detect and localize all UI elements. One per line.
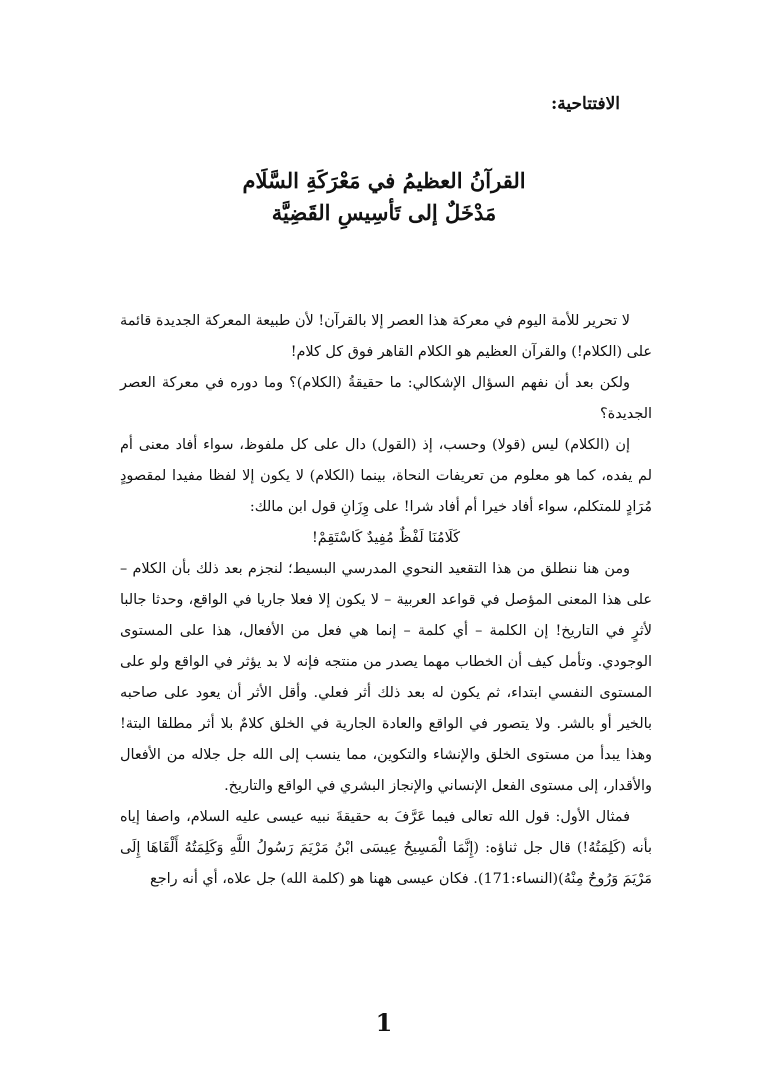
title-line-1: القرآنُ العظيمُ في مَعْرَكَةِ السَّلَام bbox=[242, 168, 526, 193]
title-line-2: مَدْخَلٌ إلى تَأسِيسِ القَضِيَّة bbox=[271, 200, 497, 225]
paragraph: إن (الكلام) ليس (قولا) وحسب، إذ (القول) دال على كل ملفوظ، سواء أفاد معنى أم لم يفده، كما هو معلوم من تعريفات النحاة، بينما (الكلام) لا يكون إلا لفظا مفيدا لمقصودٍ مُرَادٍ للمتكلم، سواء أفاد خيرا أم أفاد شرا! على وِزَانِ قول ابن مالك: bbox=[120, 437, 652, 515]
paragraph: ولكن بعد أن نفهم السؤال الإشكالي: ما حقيقةُ (الكلام)؟ وما دوره في معركة العصر الجديدة؟ bbox=[120, 375, 652, 422]
body-text bbox=[120, 306, 652, 895]
poetry-verse: كَلَامُنَا لَفْظٌ مُفِيدٌ كَاسْتَقِمْ! bbox=[311, 530, 461, 546]
page-number: 1 bbox=[375, 1008, 393, 1037]
paragraph: ومن هنا ننطلق من هذا التقعيد النحوي المدرسي البسيط؛ لنجزم بعد ذلك بأن الكلام – على هذا المعنى المؤصل في قواعد العربية – لا يكون إلا فعلا جاريا في الواقع، وحدثا جالبا لأثرٍ في التاريخ! إن الكلمة – أي كلمة – إنما هي فعل من الأفعال، هذا على المستوى الوجودي. وتأمل كيف أن الخطاب مهما يصدر من منتجه فإنه لا بد يؤثر في الواقع ولو على المستوى النفسي ابتداء، ثم يكون له بعد ذلك أثر فعلي. وأقل الأثر أن يعود على صاحبه بالخير أو بالشر. ولا يتصور في الواقع والعادة الجارية في الخلق كلامٌ بلا أثر مطلقا البتة! وهذا يبدأ من مستوى الخلق والإنشاء والتكوين، مما ينسب إلى الله جل جلاله من الأفعال والأقدار، إلى مستوى الفعل الإنساني والإنجاز البشري في الواقع والتاريخ. bbox=[120, 561, 652, 794]
paragraph: فمثال الأول: قول الله تعالى فيما عَرَّفَ به حقيقةَ نبيه عيسى عليه السلام، واصفا إياه بأنه (كَلِمَتُهُ!) قال جل ثناؤه: (إِنَّمَا الْمَسِيحُ عِيسَى ابْنُ مَرْيَمَ رَسُولُ اللَّهِ وَكَلِمَتُهُ أَلْقَاهَا إِلَى مَرْيَمَ وَرُوحٌ مِنْهُ)(النساء:171). فكان عيسى ههنا هو (كلمة الله) جل علاه، أي أنه راجع bbox=[120, 809, 652, 887]
paragraph: لا تحرير للأمة اليوم في معركة هذا العصر إلا بالقرآن! لأن طبيعة المعركة الجديدة قائمة على (الكلام!) والقرآن العظيم هو الكلام القاهر فوق كل كلام! bbox=[120, 313, 652, 360]
section-heading: الافتتاحية: bbox=[550, 94, 620, 114]
